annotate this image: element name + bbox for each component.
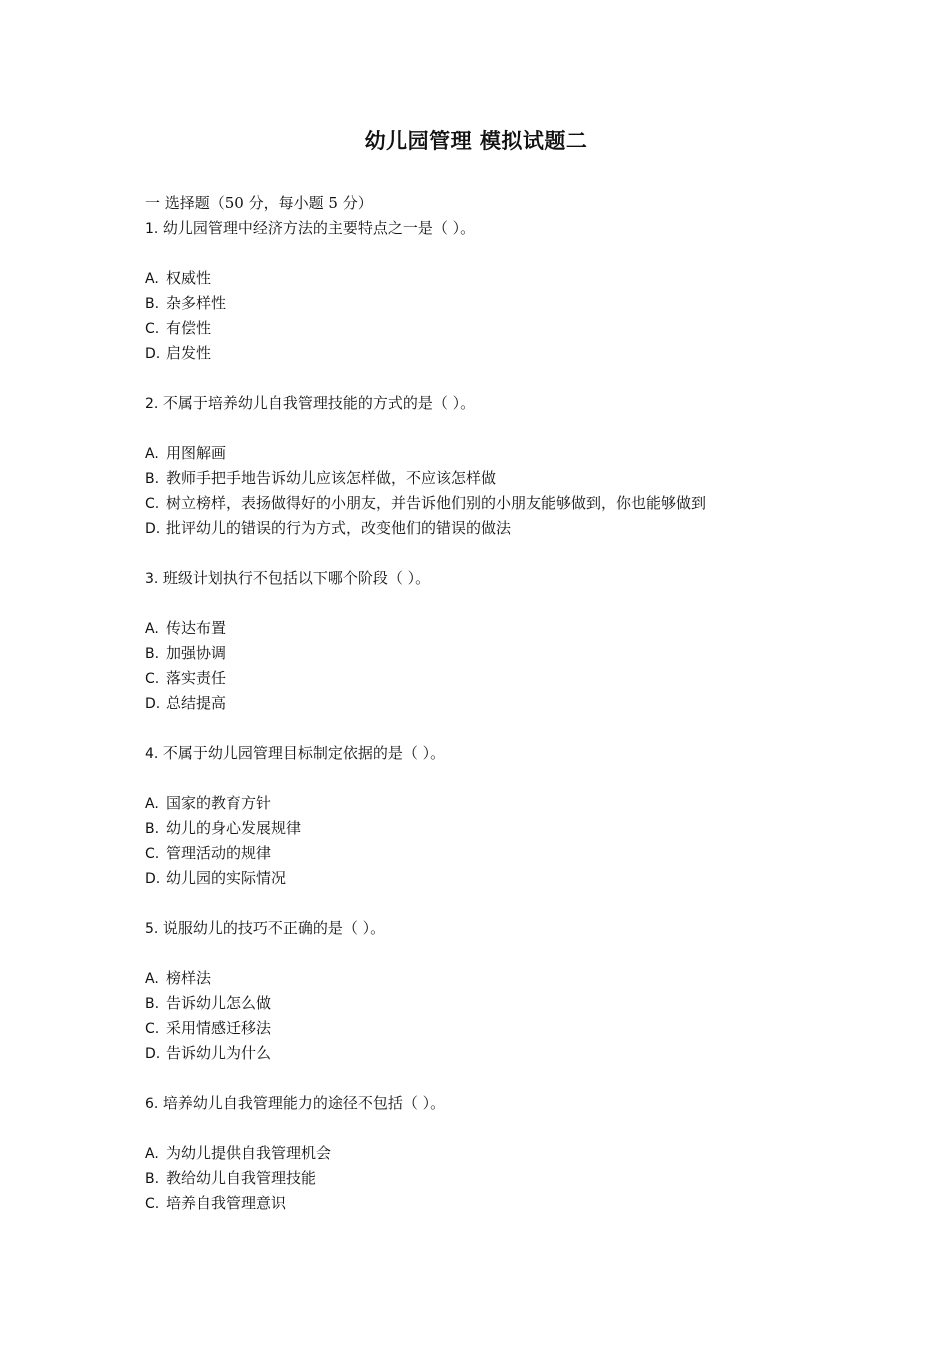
option-text: 用图解画 xyxy=(166,444,227,462)
option-text: 幼儿的身心发展规律 xyxy=(166,819,302,837)
option-d xyxy=(145,516,845,541)
question-1: 1. 幼儿园管理中经济方法的主要特点之一是（ ）。 xyxy=(145,219,476,237)
question-text: 说服幼儿的技巧不正确的是（ ）。 xyxy=(162,919,386,937)
option-c xyxy=(145,666,845,691)
option-text: 有偿性 xyxy=(166,319,212,337)
question-number: 1 xyxy=(145,221,154,237)
question-number: 6 xyxy=(145,1096,154,1112)
option-letter: C. xyxy=(145,321,160,337)
document-title: 幼儿园管理 模拟试题二 xyxy=(364,129,588,153)
question-number: 5 xyxy=(145,921,154,937)
option-text: 告诉幼儿为什么 xyxy=(166,1044,272,1062)
option-letter: C. xyxy=(145,846,160,862)
option-letter: D. xyxy=(145,521,161,537)
option-text: 管理活动的规律 xyxy=(166,844,272,862)
option-text: 树立榜样，表扬做得好的小朋友，并告诉他们别的小朋友能够做到，你也能够做到 xyxy=(166,494,707,512)
option-letter: D. xyxy=(145,346,161,362)
option-letter: A. xyxy=(145,971,159,987)
option-text: 加强协调 xyxy=(166,644,227,662)
option-a xyxy=(145,441,845,466)
option-letter: A. xyxy=(145,796,159,812)
option-text: 总结提高 xyxy=(166,694,227,712)
option-letter: B. xyxy=(145,471,160,487)
question-text: 不属于幼儿园管理目标制定依据的是（ ）。 xyxy=(162,744,446,762)
option-c xyxy=(145,841,845,866)
option-text: 告诉幼儿怎么做 xyxy=(166,994,272,1012)
option-text: 传达布置 xyxy=(166,619,227,637)
question-number: 3 xyxy=(145,571,154,587)
option-text: 榜样法 xyxy=(166,969,212,987)
option-letter: D. xyxy=(145,696,161,712)
option-b xyxy=(145,466,845,491)
question-text: 班级计划执行不包括以下哪个阶段（ ）。 xyxy=(162,569,431,587)
option-letter: B. xyxy=(145,646,160,662)
question-5: 5. 说服幼儿的技巧不正确的是（ ）。 xyxy=(145,919,386,937)
option-b xyxy=(145,816,845,841)
option-letter: B. xyxy=(145,821,160,837)
option-text: 批评幼儿的错误的行为方式，改变他们的错误的做法 xyxy=(166,519,512,537)
option-d xyxy=(145,1041,845,1066)
question-text: 培养幼儿自我管理能力的途径不包括（ ）。 xyxy=(162,1094,446,1112)
option-b xyxy=(145,1166,845,1191)
option-c xyxy=(145,316,845,341)
option-text: 教给幼儿自我管理技能 xyxy=(166,1169,317,1187)
option-b xyxy=(145,991,845,1016)
option-d xyxy=(145,341,845,366)
option-a xyxy=(145,1141,845,1166)
option-text: 幼儿园的实际情况 xyxy=(166,869,287,887)
option-text: 杂多样性 xyxy=(166,294,227,312)
option-text: 启发性 xyxy=(166,344,212,362)
question-text: 幼儿园管理中经济方法的主要特点之一是（ ）。 xyxy=(162,219,476,237)
option-text: 采用情感迁移法 xyxy=(166,1019,272,1037)
option-letter: B. xyxy=(145,996,160,1012)
option-d xyxy=(145,691,845,716)
option-letter: B. xyxy=(145,296,160,312)
option-letter: B. xyxy=(145,1171,160,1187)
option-text: 国家的教育方针 xyxy=(166,794,272,812)
document-body xyxy=(145,191,845,1216)
question-6: 6. 培养幼儿自我管理能力的途径不包括（ ）。 xyxy=(145,1094,446,1112)
option-d xyxy=(145,866,845,891)
question-3: 3. 班级计划执行不包括以下哪个阶段（ ）。 xyxy=(145,569,431,587)
option-b xyxy=(145,291,845,316)
option-letter: A. xyxy=(145,271,159,287)
option-text: 培养自我管理意识 xyxy=(166,1194,287,1212)
option-text: 落实责任 xyxy=(166,669,227,687)
option-letter: A. xyxy=(145,621,159,637)
option-b xyxy=(145,641,845,666)
option-text: 权威性 xyxy=(166,269,212,287)
section-heading: 一 选择题（50 分，每小题 5 分） xyxy=(145,194,373,212)
option-letter: C. xyxy=(145,671,160,687)
option-letter: D. xyxy=(145,871,161,887)
option-letter: A. xyxy=(145,446,159,462)
option-text: 为幼儿提供自我管理机会 xyxy=(166,1144,332,1162)
question-text: 不属于培养幼儿自我管理技能的方式的是（ ）。 xyxy=(162,394,476,412)
option-a xyxy=(145,966,845,991)
option-letter: C. xyxy=(145,1196,160,1212)
option-a xyxy=(145,616,845,641)
option-text: 教师手把手地告诉幼儿应该怎样做，不应该怎样做 xyxy=(166,469,497,487)
option-a xyxy=(145,266,845,291)
option-c xyxy=(145,1016,845,1041)
option-c xyxy=(145,491,845,516)
option-letter: D. xyxy=(145,1046,161,1062)
option-letter: C. xyxy=(145,1021,160,1037)
question-4: 4. 不属于幼儿园管理目标制定依据的是（ ）。 xyxy=(145,744,446,762)
question-2: 2. 不属于培养幼儿自我管理技能的方式的是（ ）。 xyxy=(145,394,476,412)
question-number: 4 xyxy=(145,746,154,762)
option-letter: A. xyxy=(145,1146,159,1162)
option-c xyxy=(145,1191,845,1216)
option-a xyxy=(145,791,845,816)
option-letter: C. xyxy=(145,496,160,512)
question-number: 2 xyxy=(145,396,154,412)
